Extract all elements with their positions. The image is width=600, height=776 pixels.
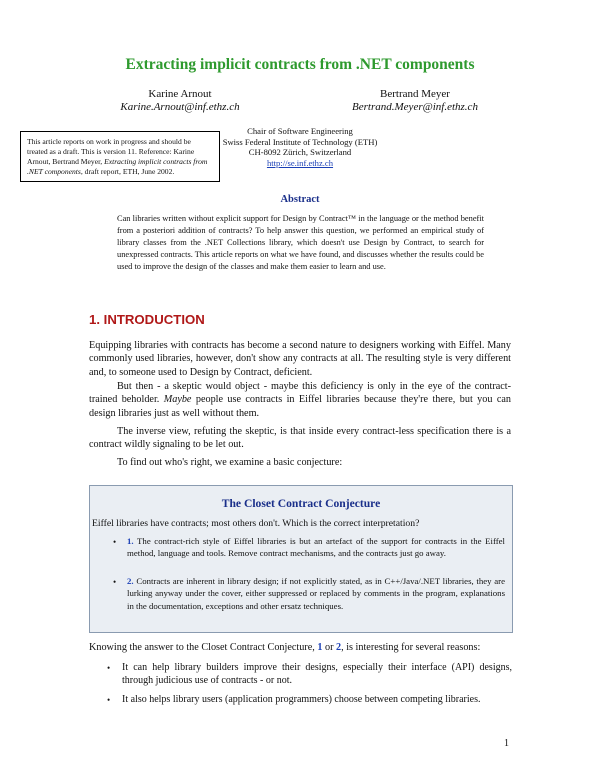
after-text: Knowing the answer to the Closet Contract Conjecture, (89, 642, 318, 653)
p2-text: But then - a skeptic would object - maybe this deficiency is only in the eye of the contract-trained beholder. (89, 381, 511, 406)
author-1 (110, 88, 250, 114)
reason-item-1: It can help library builders improve their designs, especially their interface (API) designs, through judicious use of contracts - or not. (122, 662, 512, 686)
p2-emphasis: Maybe (163, 394, 192, 406)
after-text-or: or (322, 642, 337, 653)
author-2 (340, 88, 490, 114)
conjecture-title: The Closet Contract Conjecture (221, 497, 381, 510)
affiliation-line: Chair of Software Engineering (247, 126, 353, 136)
conjecture-item-1-number: 1. (127, 536, 134, 546)
page-number: 1 (504, 738, 509, 749)
intro-paragraph-3: The inverse view, refuting the skeptic, is that inside every contract-less specification there is a contract wildly signaling to be let out. (89, 426, 511, 451)
intro-paragraph-2 (89, 380, 511, 420)
bullet-icon: • (113, 577, 117, 587)
conjecture-item-2-text: Contracts are inherent in library design; if not explicitly stated, as in C++/Java/.NET libraries, they are lurking anyway under the cover, either suppressed or replaced by comments in the program, explanations in the documentation, exceptions and other ersatz techniques. (127, 576, 506, 611)
p2-text-end: people use contracts in Eiffel libraries because they're there, but you can design libraries just as well without them. (89, 394, 512, 419)
draft-note-ref-title: Extracting implicit contracts from .NET components (27, 157, 208, 176)
reason-item-2: It also helps library users (application programmers) choose between competing libraries. (122, 694, 481, 705)
bullet-icon: • (113, 537, 117, 547)
abstract-text: Can libraries written without explicit support for Design by Contract™ in the language or the method benefit from a posteriori addition of contracts? To help answer this question, we performed an empirical study of library classes from the .NET Collections library, which doesn't use Design by Contract, to search for unexpressed contracts. This article reports on what we have found, and discusses whether the results could be used to improve the design of the classes and make them easier to learn and use. (117, 214, 484, 271)
intro-paragraph-1: Equipping libraries with contracts has become a second nature to designers working with Eiffel. Many commonly used libraries, however, don't show any contracts at all. The resulting style is very different and, to someone used to Design by Contract, deficient. (89, 340, 511, 378)
author-2-name: Bertrand Meyer (380, 88, 450, 100)
conjecture-item-1 (127, 535, 505, 560)
conjecture-intro: Eiffel libraries have contracts; most others don't. Which is the correct interpretation? (92, 518, 420, 529)
affiliation-url-link[interactable]: http://se.inf.ethz.ch (266, 157, 334, 168)
after-text-end: , is interesting for several reasons: (341, 642, 481, 653)
draft-note-text: This article reports on work in progress and should be treated as a draft. This is version 11. Reference: Karine Arnout, Bertrand Meyer, (27, 137, 195, 166)
conjecture-item-1-text: The contract-rich style of Eiffel libraries is but an artefact of the support for contracts in the Eiffel method, language and tools. Remove contract mechanisms, and the contracts just go away. (127, 536, 505, 559)
paper-title: Extracting implicit contracts from .NET components (125, 56, 475, 73)
bullet-icon: • (107, 695, 111, 705)
bullet-icon: • (107, 663, 111, 673)
affiliation-line: CH-8092 Zürich, Switzerland (248, 147, 352, 157)
author-1-email: Karine.Arnout@inf.ethz.ch (120, 101, 240, 113)
author-2-email: Bertrand.Meyer@inf.ethz.ch (352, 101, 478, 113)
abstract-heading: Abstract (280, 194, 320, 205)
affiliation (190, 126, 410, 168)
author-1-name: Karine Arnout (148, 88, 212, 100)
section-heading: 1. INTRODUCTION (89, 312, 205, 327)
conjecture-item-2 (127, 575, 505, 612)
answer-2-ref: 2 (336, 642, 342, 653)
conjecture-item-2-number: 2. (127, 576, 134, 586)
answer-1-ref: 1 (317, 642, 323, 653)
after-paragraph (89, 642, 513, 653)
affiliation-line: Swiss Federal Institute of Technology (ETH) (222, 136, 378, 147)
draft-note-text-end: , draft report, ETH, June 2002. (80, 167, 175, 176)
intro-paragraph-4: To find out who's right, we examine a basic conjecture: (117, 457, 343, 468)
